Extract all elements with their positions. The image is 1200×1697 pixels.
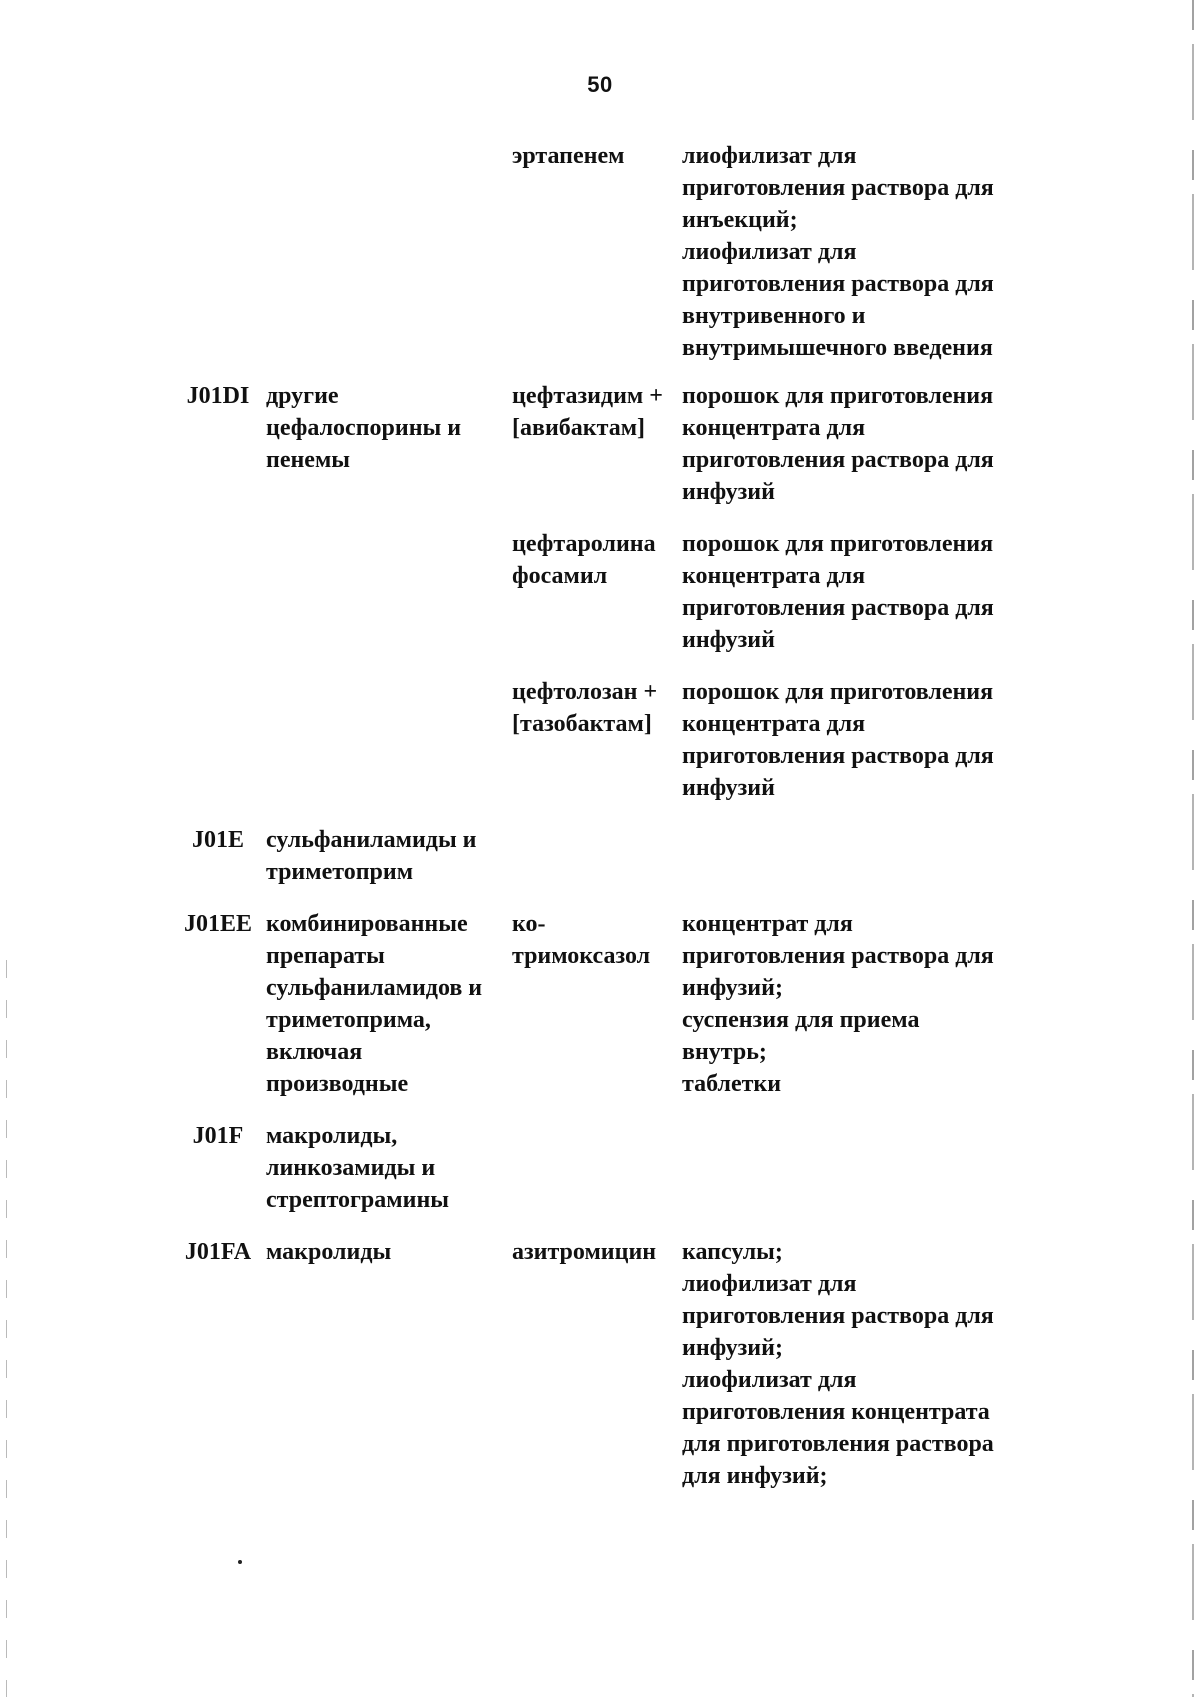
drug-name: эртапенем: [512, 143, 625, 169]
drug-name: цефтазидим + [авибактам]: [512, 383, 663, 441]
anatomical-therapeutic-group: сульфаниламиды и триметоприм: [266, 827, 477, 885]
drug-name: ко- тримоксазол: [512, 911, 651, 969]
atc-code: J01EE: [183, 911, 252, 937]
scan-edge-artifact: [1192, 0, 1194, 1697]
table-row-j01f: [170, 1120, 1100, 1216]
table-row-ertapenem: [170, 140, 1100, 364]
dosage-form: лиофилизат для приготовления раствора для инъекций; лиофилизат для приготовления раствора для внутривенного и внутримышечного введения: [682, 143, 994, 361]
atc-code: J01E: [191, 827, 244, 853]
drug-name: цефтолозан + [тазобактам]: [512, 679, 658, 737]
scan-speck: [238, 1560, 242, 1564]
drug-name: азитромицин: [512, 1239, 657, 1265]
dosage-form: концентрат для приготовления раствора для инфузий; суспензия для приема внутрь; таблетки: [682, 911, 994, 1097]
table-row-ceftolozane: [170, 676, 1100, 804]
atc-code: J01F: [192, 1123, 244, 1149]
table-row-j01ee: [170, 908, 1100, 1100]
dosage-form: капсулы; лиофилизат для приготовления раствора для инфузий; лиофилизат для приготовления концентрата для приготовления раствора для инфузий;: [682, 1239, 994, 1489]
table-row-j01fa: [170, 1236, 1100, 1492]
dosage-form: порошок для приготовления концентрата для приготовления раствора для инфузий: [682, 531, 994, 653]
anatomical-therapeutic-group: макролиды: [266, 1239, 392, 1265]
table-row-ceftaroline: [170, 528, 1100, 656]
table-row-j01e: [170, 824, 1100, 888]
anatomical-therapeutic-group: другие цефалоспорины и пенемы: [266, 383, 462, 473]
dosage-form: порошок для приготовления концентрата для приготовления раствора для инфузий: [682, 383, 994, 505]
scan-edge-artifact-left: [6, 960, 7, 1697]
drug-classification-table: [170, 140, 1100, 1492]
drug-name: цефтаролина фосамил: [512, 531, 656, 589]
anatomical-therapeutic-group: комбинированные препараты сульфаниламидов и триметоприма, включая производные: [266, 911, 483, 1097]
dosage-form: порошок для приготовления концентрата для приготовления раствора для инфузий: [682, 679, 994, 801]
page-number: 50: [587, 72, 613, 97]
table-row-j01di: [170, 380, 1100, 508]
atc-code: J01FA: [184, 1239, 252, 1265]
anatomical-therapeutic-group: макролиды, линкозамиды и стрептограмины: [266, 1123, 450, 1213]
atc-code: J01DI: [186, 383, 250, 409]
